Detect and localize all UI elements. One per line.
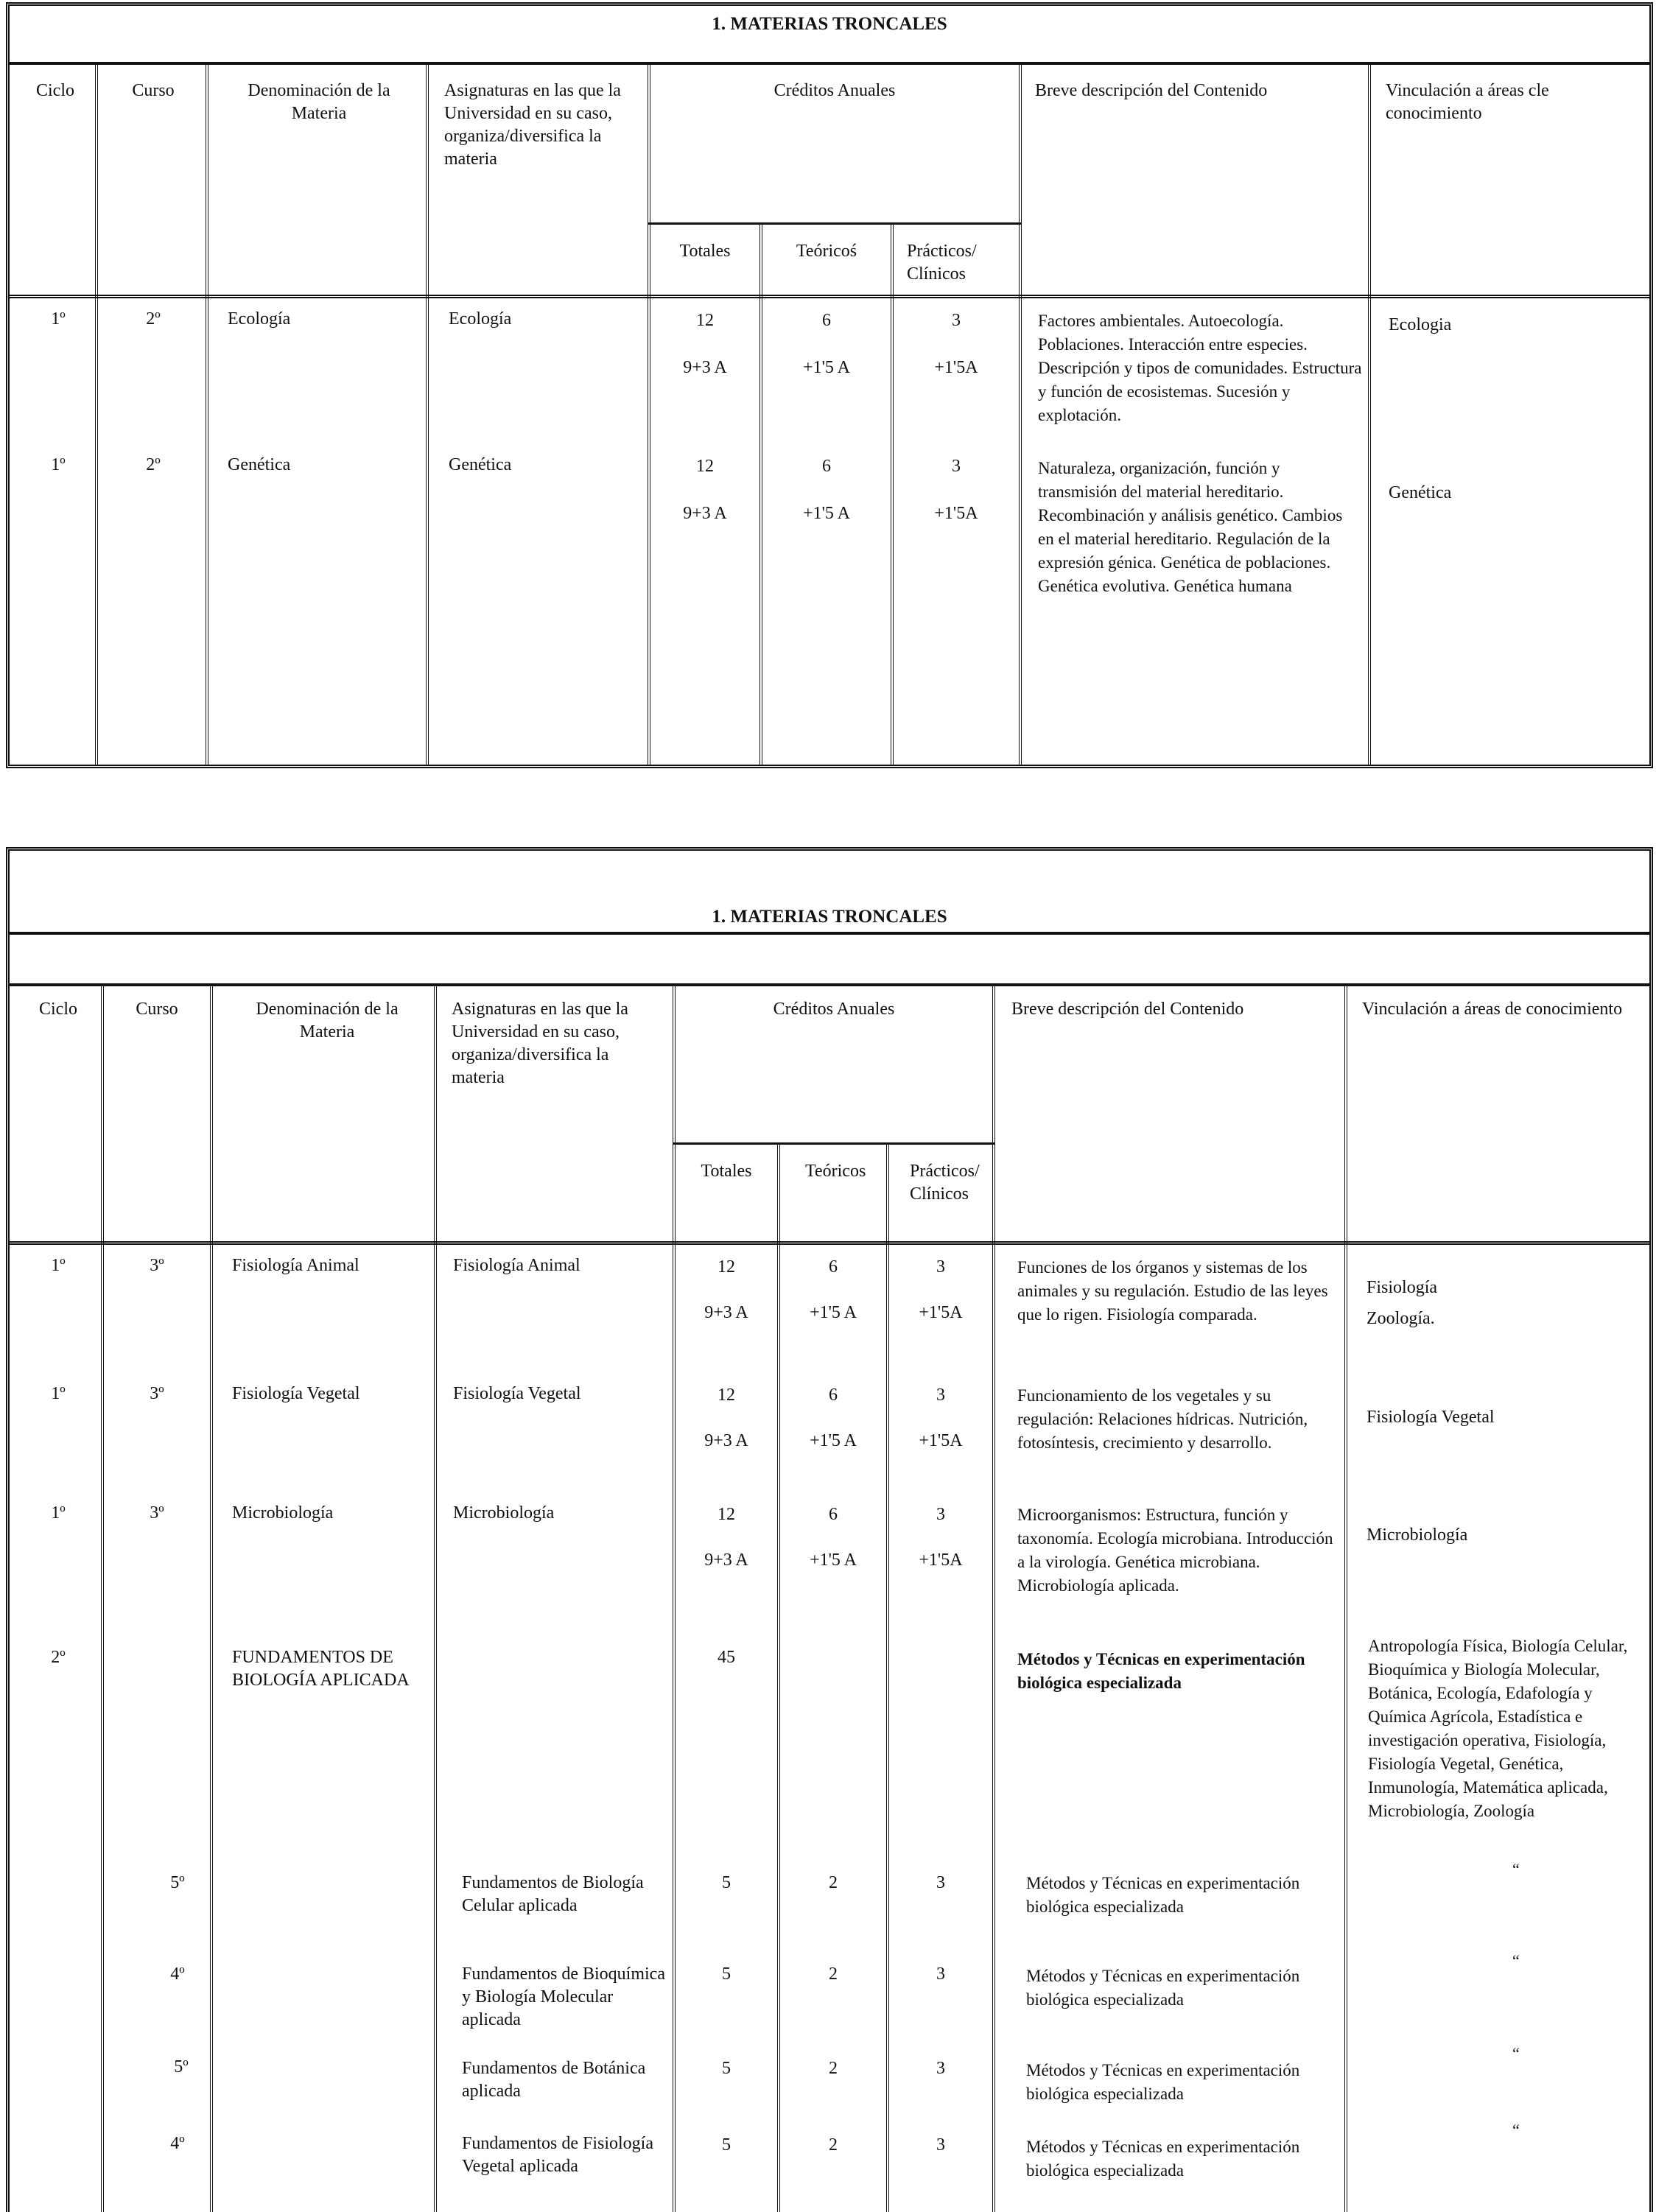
subrow3-descripcion: Métodos y Técnicas en experimentación biológica especializada	[1026, 2061, 1300, 2103]
header-vinculacion: Vinculación a áreas cle conocimiento	[1386, 81, 1549, 123]
subrow1-descripcion: Métodos y Técnicas en experimentación biológica especializada	[1026, 1874, 1300, 1916]
row3-descripcion: Microorganismos: Estructura, función y taxonomía. Ecología microbiana. Introducción a la virología. Genética microbiana. Microbiología aplicada.	[1017, 1506, 1333, 1595]
row2-practicos-detail: +1'5A	[919, 1431, 963, 1450]
row2-area: Genética	[1389, 483, 1452, 502]
row3-totales-detail: 9+3 A	[704, 1551, 748, 1570]
table-materias-troncales-2	[6, 847, 1653, 2212]
col-divider	[434, 983, 437, 2212]
subrow4-practicos: 3	[936, 2135, 945, 2155]
row2-descripcion: Funcionamiento de los vegetales y su regulación: Relaciones hídricas. Nutrición, fotosíntesis, crecimiento y desarrollo.	[1017, 1386, 1308, 1452]
header-descripcion: Breve descripción del Contenido	[1035, 81, 1268, 100]
row3-practicos-detail: +1'5A	[919, 1551, 963, 1570]
row1-practicos-detail: +1'5A	[919, 1303, 963, 1322]
row2-teoricos-detail: +1'5 A	[803, 504, 850, 523]
row3-curso: 3º	[150, 1503, 164, 1523]
credits-subheader-divider	[673, 1142, 995, 1145]
row2-ciclo: 1º	[51, 1384, 66, 1403]
subrow2-teoricos: 2	[829, 1965, 838, 1984]
row3-teoricos-detail: +1'5 A	[810, 1551, 857, 1570]
col-divider	[1344, 983, 1347, 2212]
title-band	[10, 935, 1649, 986]
row1-practicos: 3	[952, 311, 961, 330]
subrow2-totales: 5	[722, 1965, 731, 1984]
row4-totales: 45	[718, 1648, 735, 1667]
row1-area: Fisiología	[1366, 1278, 1438, 1297]
row2-totales: 12	[696, 457, 714, 476]
header-vinculacion: Vinculación a áreas de conocimiento	[1362, 1000, 1623, 1019]
row4-area: Antropología Física, Biología Celular, Bioquímica y Biología Molecular, Botánica, Ecología, Edafología y Química Agrícola, Estadística e investigación operativa, Fisiología, Fisiología Vegetal, Genética, Inmunología, Matemática aplicada, Microbiología, Zoología	[1368, 1637, 1628, 1820]
row1-ciclo: 1º	[51, 1256, 66, 1275]
row1-descripcion: Factores ambientales. Autoecología. Poblaciones. Interacción entre especies. Descripción y tipos de comunidades. Estructura y función de ecosistemas. Sucesión y explotación.	[1038, 312, 1362, 424]
row3-area: Microbiología	[1366, 1525, 1468, 1545]
row2-teoricos: 6	[829, 1386, 838, 1405]
row1-descripcion: Funciones de los órganos y sistemas de los animales y su regulación. Estudio de las leyes que lo rigen. Fisiología comparada.	[1017, 1258, 1328, 1324]
header-denominacion: Denominación de la Materia	[248, 81, 390, 123]
col-divider	[891, 222, 894, 765]
row3-practicos: 3	[936, 1505, 945, 1524]
header-creditos: Créditos Anuales	[773, 1000, 895, 1019]
row4-materia: FUNDAMENTOS DE BIOLOGÍA APLICADA	[232, 1648, 410, 1690]
row2-asignatura: Genética	[449, 455, 512, 474]
row1-totales: 12	[696, 311, 714, 330]
row1-materia: Fisiología Animal	[232, 1256, 359, 1275]
row1-curso: 2º	[146, 309, 161, 329]
subrow2-asignatura: Fundamentos de Bioquímica y Biología Molecular aplicada	[462, 1965, 665, 2029]
row1-curso: 3º	[150, 1256, 164, 1275]
row3-asignatura: Microbiología	[453, 1503, 555, 1523]
row1-totales-detail: 9+3 A	[704, 1303, 748, 1322]
row1-ciclo: 1º	[51, 309, 66, 329]
subrow3-practicos: 3	[936, 2059, 945, 2078]
row2-teoricos-detail: +1'5 A	[810, 1431, 857, 1450]
header-descripcion: Breve descripción del Contenido	[1011, 1000, 1244, 1019]
col-divider	[1019, 62, 1022, 765]
subrow1-curso: 5º	[170, 1873, 185, 1892]
subrow4-ditto: “	[1512, 2121, 1520, 2139]
row3-teoricos: 6	[829, 1505, 838, 1524]
subrow4-asignatura: Fundamentos de Fisiología Vegetal aplicada	[462, 2134, 653, 2176]
header-asignaturas: Asignaturas en las que la Universidad en su caso, organiza/diversifica la materia	[452, 1000, 628, 1087]
table-title: 1. MATERIAS TRONCALES	[712, 907, 947, 927]
row4-descripcion: Métodos y Técnicas en experimentación biológica especializada	[1017, 1650, 1305, 1692]
row2-totales-detail: 9+3 A	[704, 1431, 748, 1450]
row2-descripcion: Naturaleza, organización, función y transmisión del material hereditario. Recombinación y análisis genético. Cambios en el material hereditario. Regulación de la expresión génica. Genética de poblaciones. Genética evolutiva. Genética humana	[1038, 459, 1343, 595]
subrow4-totales: 5	[722, 2135, 731, 2155]
header-asignaturas: Asignaturas en las que la Universidad en su caso, organiza/diversifica la materia	[444, 81, 621, 169]
row1-teoricos-detail: +1'5 A	[810, 1303, 857, 1322]
header-curso: Curso	[132, 81, 175, 100]
subrow3-teoricos: 2	[829, 2059, 838, 2078]
header-practicos: Prácticos/ Clínicos	[907, 242, 977, 284]
col-divider	[101, 983, 104, 2212]
col-divider	[210, 983, 213, 2212]
header-curso: Curso	[136, 1000, 178, 1019]
col-divider	[95, 62, 98, 765]
header-practicos: Prácticos/ Clínicos	[910, 1162, 980, 1204]
table-title: 1. MATERIAS TRONCALES	[10, 6, 1649, 65]
subrow1-practicos: 3	[936, 1873, 945, 1892]
subrow3-ditto: “	[1512, 2044, 1520, 2062]
subrow2-ditto: “	[1512, 1951, 1520, 1970]
header-totales: Totales	[679, 242, 731, 261]
row1-practicos-detail: +1'5A	[934, 358, 978, 377]
row1-teoricos: 6	[829, 1257, 838, 1277]
row2-ciclo: 1º	[51, 455, 66, 474]
row2-materia: Genética	[228, 455, 291, 474]
subrow1-totales: 5	[722, 1873, 731, 1892]
row1-teoricos: 6	[822, 311, 831, 330]
row2-materia: Fisiología Vegetal	[232, 1384, 360, 1403]
row3-materia: Microbiología	[232, 1503, 334, 1523]
subrow1-ditto: “	[1512, 1860, 1520, 1878]
subrow4-descripcion: Métodos y Técnicas en experimentación biológica especializada	[1026, 2138, 1300, 2180]
header-teoricos: Teóricos	[805, 1162, 866, 1181]
row1-area-2: Zoología.	[1366, 1309, 1435, 1328]
row3-totales: 12	[718, 1505, 735, 1524]
subrow1-teoricos: 2	[829, 1873, 838, 1892]
row1-totales-detail: 9+3 A	[683, 358, 727, 377]
row1-materia: Ecología	[228, 309, 291, 329]
header-ciclo: Ciclo	[36, 81, 74, 100]
row3-ciclo: 1º	[51, 1503, 66, 1523]
header-teoricos: Teóricoś	[796, 242, 857, 261]
subrow4-teoricos: 2	[829, 2135, 838, 2155]
subrow2-curso: 4º	[170, 1965, 185, 1984]
col-divider	[648, 62, 650, 765]
col-divider	[206, 62, 208, 765]
row1-teoricos-detail: +1'5 A	[803, 358, 850, 377]
header-totales: Totales	[701, 1162, 752, 1181]
row2-practicos: 3	[952, 457, 961, 476]
header-ciclo: Ciclo	[39, 1000, 77, 1019]
subrow3-curso: 5º	[174, 2057, 189, 2076]
col-divider	[426, 62, 429, 765]
subrow3-totales: 5	[722, 2059, 731, 2078]
row2-totales-detail: 9+3 A	[683, 504, 727, 523]
subrow2-descripcion: Métodos y Técnicas en experimentación biológica especializada	[1026, 1967, 1300, 2009]
row2-asignatura: Fisiología Vegetal	[453, 1384, 581, 1403]
credits-subheader-divider	[648, 222, 1022, 225]
subrow3-asignatura: Fundamentos de Botánica aplicada	[462, 2059, 646, 2101]
header-creditos: Créditos Anuales	[773, 81, 896, 100]
row2-teoricos: 6	[822, 457, 831, 476]
header-divider	[10, 295, 1649, 298]
subrow4-curso: 4º	[170, 2134, 185, 2153]
header-denominacion: Denominación de la Materia	[256, 1000, 399, 1042]
row2-area: Fisiología Vegetal	[1366, 1408, 1495, 1427]
row1-practicos: 3	[936, 1257, 945, 1277]
row1-area: Ecologia	[1389, 315, 1452, 334]
row1-asignatura: Fisiología Animal	[453, 1256, 580, 1275]
row2-practicos: 3	[936, 1386, 945, 1405]
row4-ciclo: 2º	[51, 1648, 66, 1667]
table-materias-troncales-1	[6, 2, 1653, 768]
row1-totales: 12	[718, 1257, 735, 1277]
row2-totales: 12	[718, 1386, 735, 1405]
col-divider	[1368, 62, 1371, 765]
table-title-bar	[10, 851, 1649, 935]
row2-curso: 2º	[146, 455, 161, 474]
col-divider	[759, 222, 762, 765]
header-divider	[10, 1241, 1649, 1245]
row2-practicos-detail: +1'5A	[934, 504, 978, 523]
row2-curso: 3º	[150, 1384, 164, 1403]
subrow2-practicos: 3	[936, 1965, 945, 1984]
subrow1-asignatura: Fundamentos de Biología Celular aplicada	[462, 1873, 644, 1915]
col-divider	[992, 983, 995, 2212]
row1-asignatura: Ecología	[449, 309, 512, 329]
